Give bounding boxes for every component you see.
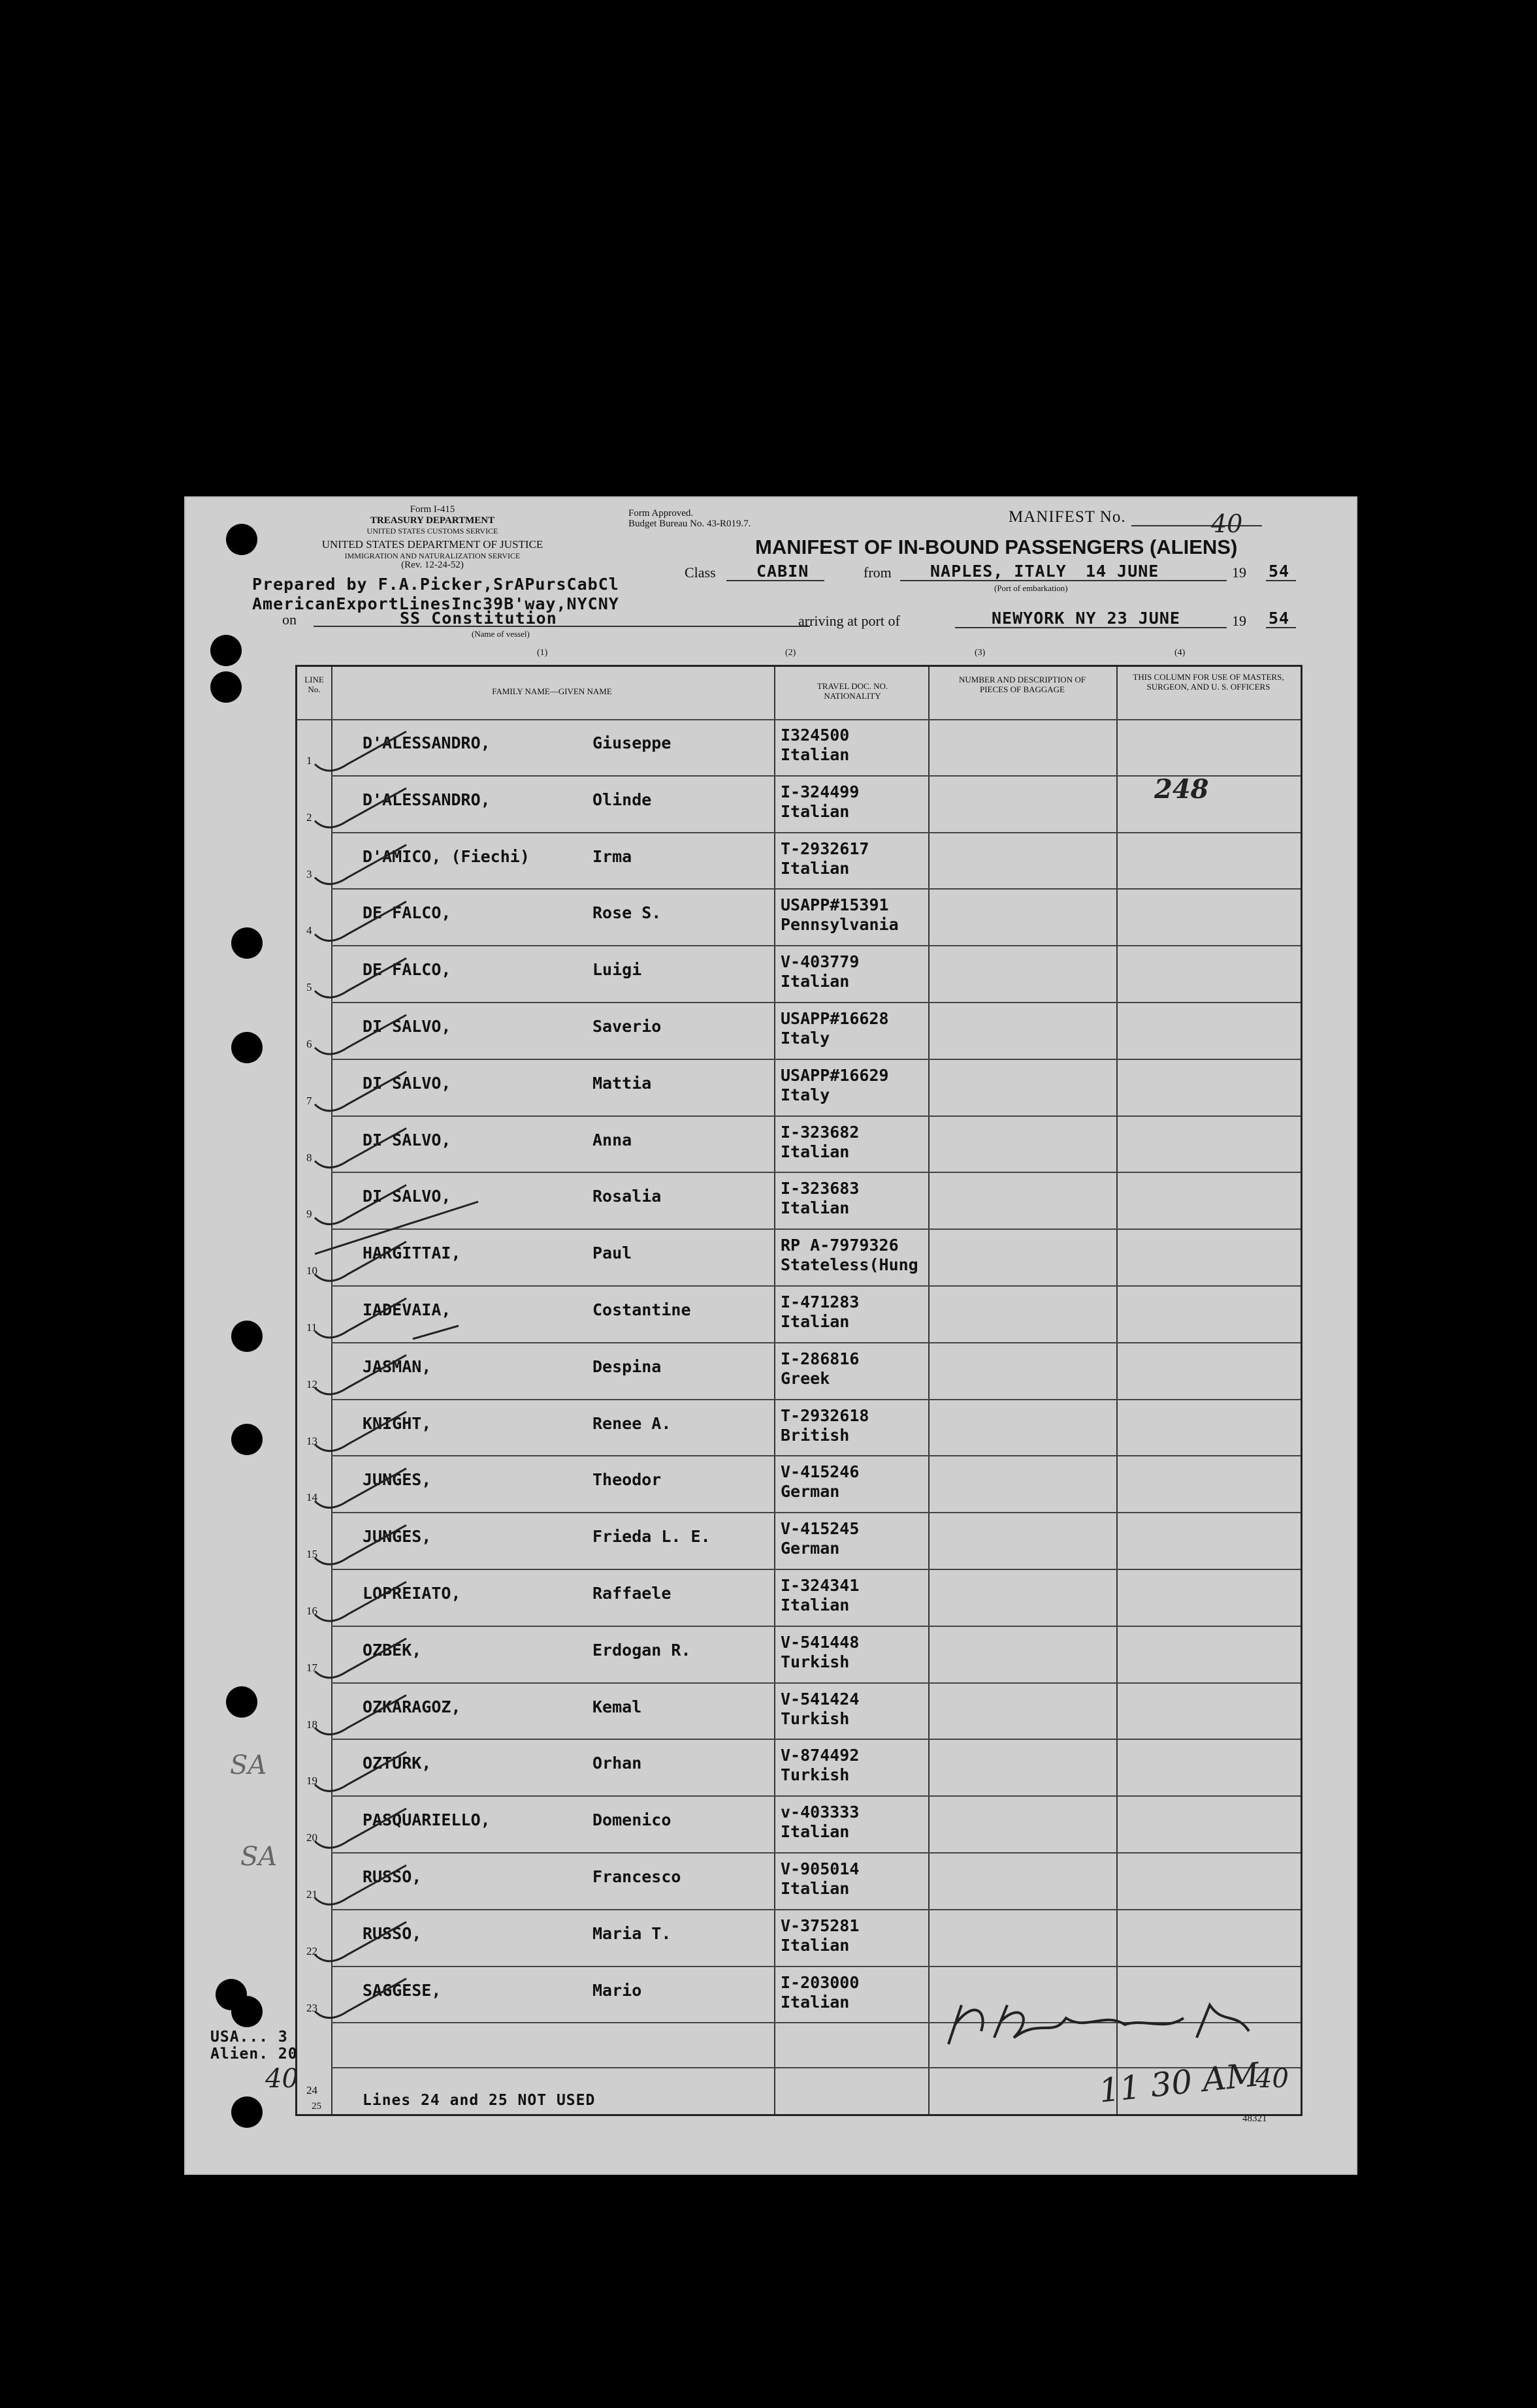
nationality: Italian xyxy=(781,1142,850,1161)
row-number: 21 xyxy=(306,1888,317,1901)
travel-doc-number: v-403333 xyxy=(781,1803,860,1822)
nationality: German xyxy=(781,1482,840,1501)
nationality: British xyxy=(781,1425,850,1445)
manifest-no-label: MANIFEST No. xyxy=(1009,508,1126,526)
col-4-number: (4) xyxy=(1174,648,1186,658)
travel-doc-number: T-2932617 xyxy=(781,839,869,858)
on-label: on xyxy=(282,611,297,628)
check-mark xyxy=(315,1752,406,1791)
form-number: Form I-415 xyxy=(410,504,455,515)
nationality: Italian xyxy=(781,745,850,764)
row-number: 12 xyxy=(306,1377,317,1390)
given-name: Orhan xyxy=(592,1754,642,1773)
check-mark xyxy=(315,1525,406,1564)
manifest-number: 40 xyxy=(1211,509,1243,538)
nationality: Italy xyxy=(781,1085,830,1104)
travel-doc-number: V-403779 xyxy=(781,952,860,972)
check-mark xyxy=(315,1015,406,1054)
year-prefix-2: 19 xyxy=(1232,613,1246,629)
col-3-number: (3) xyxy=(975,648,986,658)
year-prefix-1: 19 xyxy=(1232,564,1246,581)
binder-hole xyxy=(231,1321,263,1352)
total-count-right: 40 xyxy=(1255,2064,1289,2094)
binder-hole xyxy=(210,671,242,703)
row-number: 1 xyxy=(306,754,312,767)
arriving-label: arriving at port of xyxy=(798,613,900,629)
name-header: FAMILY NAME—GIVEN NAME xyxy=(492,686,612,696)
travel-doc-number: V-415246 xyxy=(781,1462,860,1482)
travel-doc-number: I-471283 xyxy=(781,1292,860,1311)
nationality: Greek xyxy=(781,1368,830,1388)
nationality: Pennsylvania xyxy=(781,915,899,935)
given-name: Mario xyxy=(592,1980,642,2000)
travel-doc-number: RP A-7979326 xyxy=(781,1236,899,1255)
given-name: Maria T. xyxy=(592,1923,671,1943)
from-label: from xyxy=(864,564,892,581)
row-number: 7 xyxy=(306,1094,312,1107)
family-name: PASQUARIELLO, xyxy=(363,1810,491,1830)
family-name: OZBEK, xyxy=(363,1640,422,1660)
check-mark xyxy=(315,1695,406,1735)
row-number: 4 xyxy=(306,924,312,937)
col-1-number: (1) xyxy=(537,648,548,658)
revision-label: (Rev. 12-24-52) xyxy=(401,560,464,570)
check-mark xyxy=(315,1129,406,1168)
check-mark xyxy=(315,1412,406,1451)
given-name: Renee A. xyxy=(592,1413,671,1433)
treasury-dept: TREASURY DEPARTMENT xyxy=(370,515,495,526)
travel-doc-number: V-905014 xyxy=(781,1859,860,1878)
row-number: 17 xyxy=(306,1661,317,1674)
usa-count: USA... 3 xyxy=(210,2029,288,2046)
row-number: 23 xyxy=(306,2001,317,2014)
row-number: 18 xyxy=(306,1718,317,1731)
family-name: KNIGHT, xyxy=(363,1413,432,1433)
given-name: Mattia xyxy=(592,1073,652,1093)
line-company: AmericanExportLinesInc39B'way,NYCNY xyxy=(252,594,619,613)
col-2-number: (2) xyxy=(785,648,796,658)
given-name: Raffaele xyxy=(592,1584,671,1603)
row-24-number: 24 xyxy=(306,2084,317,2096)
row-number: 2 xyxy=(306,811,312,824)
check-mark xyxy=(315,1468,406,1507)
family-name: OZKARAGOZ, xyxy=(363,1697,461,1716)
manifest-title: MANIFEST OF IN-BOUND PASSENGERS (ALIENS) xyxy=(755,536,1238,558)
travel-doc-number: I324500 xyxy=(781,726,850,745)
lines-not-used: Lines 24 and 25 NOT USED xyxy=(363,2092,596,2109)
row-number: 8 xyxy=(306,1151,312,1164)
row-number: 9 xyxy=(306,1208,312,1221)
binder-hole xyxy=(210,635,242,666)
travel-doc-number: I-324499 xyxy=(781,782,860,801)
family-name: DE FALCO, xyxy=(363,903,451,923)
nationality: German xyxy=(781,1539,840,1558)
check-mark xyxy=(315,1639,406,1678)
nationality: Italian xyxy=(781,801,850,821)
officer-signature xyxy=(935,1992,1275,2064)
port-label: (Port of embarkation) xyxy=(994,583,1068,593)
nationality: Italian xyxy=(781,1879,850,1898)
row-number: 19 xyxy=(306,1774,317,1788)
family-name: D'ALESSANDRO, xyxy=(363,790,491,809)
form-code: 48321 xyxy=(1242,2113,1267,2124)
check-mark xyxy=(315,1185,406,1224)
arrival-time: 11 30 AM xyxy=(1097,2055,1261,2110)
line-no-header: LINE No. xyxy=(304,675,324,694)
row-number: 13 xyxy=(306,1434,317,1447)
binder-hole xyxy=(226,524,257,555)
family-name: RUSSO, xyxy=(363,1867,422,1886)
given-name: Despina xyxy=(592,1357,662,1376)
family-name: LOPREIATO, xyxy=(363,1584,461,1603)
given-name: Erdogan R. xyxy=(592,1640,691,1660)
nationality: Turkish xyxy=(781,1652,850,1671)
row-number: 14 xyxy=(306,1491,317,1504)
travel-doc-number: I-286816 xyxy=(781,1349,860,1368)
check-mark xyxy=(315,845,406,884)
given-name: Luigi xyxy=(592,960,642,980)
nationality: Italian xyxy=(781,1596,850,1614)
row-25-number: 25 xyxy=(312,2101,321,2111)
check-mark xyxy=(315,1922,406,1961)
binder-hole xyxy=(226,1686,257,1718)
family-name: DI SALVO, xyxy=(363,1073,451,1093)
row-number: 22 xyxy=(306,1944,317,1957)
row-number: 11 xyxy=(306,1321,317,1334)
travel-doc-number: I-323683 xyxy=(781,1179,860,1198)
travel-doc-number: V-541424 xyxy=(781,1689,860,1709)
year-2: 54 xyxy=(1269,609,1290,628)
binder-hole xyxy=(231,1996,263,2027)
family-name: DI SALVO, xyxy=(363,1130,451,1149)
binder-hole xyxy=(231,927,263,959)
from-date: 14 JUNE xyxy=(1086,562,1159,581)
check-mark xyxy=(315,901,406,940)
family-name: DI SALVO, xyxy=(363,1187,451,1206)
inspection-marks xyxy=(308,718,674,2025)
family-name: D'AMICO, (Fiechi) xyxy=(363,846,530,866)
nationality: Italian xyxy=(781,1935,850,1955)
family-name: JUNGES, xyxy=(363,1527,432,1547)
check-mark xyxy=(315,1242,406,1281)
family-name: JUNGES, xyxy=(363,1470,432,1490)
travel-doc-number: V-415245 xyxy=(781,1519,860,1539)
binder-hole xyxy=(231,2096,263,2128)
given-name: Giuseppe xyxy=(592,733,671,752)
travel-doc-number: USAPP#16629 xyxy=(781,1065,889,1085)
given-name: Francesco xyxy=(592,1867,681,1886)
baggage-header: NUMBER AND DESCRIPTION OF PIECES OF BAGGAGE xyxy=(959,675,1086,694)
family-name: OZTURK, xyxy=(363,1754,432,1773)
travel-doc-number: I-323682 xyxy=(781,1122,860,1142)
total-count: 40 xyxy=(265,2064,299,2094)
arriving-port: NEWYORK NY 23 JUNE xyxy=(992,609,1180,628)
check-mark xyxy=(315,1808,406,1848)
travel-doc-number: USAPP#15391 xyxy=(781,895,889,915)
check-mark xyxy=(315,731,406,771)
given-name: Kemal xyxy=(592,1697,642,1716)
row-number: 5 xyxy=(306,981,312,994)
class-value: CABIN xyxy=(756,562,809,581)
check-mark xyxy=(315,1072,406,1111)
given-name: Domenico xyxy=(592,1810,671,1830)
row-number: 15 xyxy=(306,1548,317,1561)
check-mark xyxy=(315,1865,406,1904)
given-name: Costantine xyxy=(592,1300,691,1319)
binder-hole xyxy=(231,1032,263,1063)
given-name: Saverio xyxy=(592,1017,662,1036)
given-name: Frieda L. E. xyxy=(592,1527,711,1547)
family-name: DI SALVO, xyxy=(363,1017,451,1036)
check-mark xyxy=(315,958,406,997)
nationality: Italy xyxy=(781,1029,830,1048)
travel-doc-number: USAPP#16628 xyxy=(781,1009,889,1028)
family-name: RUSSO, xyxy=(363,1923,422,1943)
vessel-label: (Name of vessel) xyxy=(472,629,530,639)
row-number: 16 xyxy=(306,1605,317,1617)
row-number: 3 xyxy=(306,867,312,880)
nationality: Italian xyxy=(781,972,850,991)
from-port: NAPLES, ITALY xyxy=(930,562,1067,581)
ins-label: IMMIGRATION AND NATURALIZATION SERVICE xyxy=(344,551,521,560)
row-number: 20 xyxy=(306,1831,317,1844)
check-mark xyxy=(315,1582,406,1621)
budget-bureau: Budget Bureau No. 43-R019.7. xyxy=(628,519,751,529)
nationality: Italian xyxy=(781,1198,850,1218)
given-name: Rosalia xyxy=(592,1187,662,1206)
travel-doc-number: V-874492 xyxy=(781,1746,860,1765)
row-number: 10 xyxy=(306,1264,317,1277)
family-name: SAGGESE, xyxy=(363,1980,442,2000)
check-mark xyxy=(315,1355,406,1394)
nationality: Turkish xyxy=(781,1765,850,1785)
travel-doc-number: I-203000 xyxy=(781,1972,860,1992)
vessel-name: SS Constitution xyxy=(400,609,557,628)
nationality: Italian xyxy=(781,858,850,878)
justice-dept: UNITED STATES DEPARTMENT OF JUSTICE xyxy=(321,538,543,551)
row-number: 6 xyxy=(306,1038,312,1050)
travel-doc-number: V-375281 xyxy=(781,1916,860,1935)
margin-note-sa-2: SA xyxy=(240,1842,278,1872)
customs-service: UNITED STATES CUSTOMS SERVICE xyxy=(366,526,498,536)
year-1: 54 xyxy=(1269,562,1290,581)
given-name: Paul xyxy=(592,1244,632,1263)
officers-header: THIS COLUMN FOR USE OF MASTERS, SURGEON, AND U. S. OFFICERS xyxy=(1133,672,1284,692)
margin-note-sa-1: SA xyxy=(230,1750,267,1780)
alien-count: Alien. 20 xyxy=(210,2046,298,2063)
officer-count: 248 xyxy=(1154,774,1209,805)
family-name: DE FALCO, xyxy=(363,960,451,980)
manifest-sheet xyxy=(184,496,1357,2175)
given-name: Irma xyxy=(592,846,632,866)
nationality: Turkish xyxy=(781,1709,850,1728)
given-name: Anna xyxy=(592,1130,632,1149)
given-name: Rose S. xyxy=(592,903,662,923)
form-approved: Form Approved. xyxy=(628,508,694,519)
class-label: Class xyxy=(685,564,716,581)
nationality: Italian xyxy=(781,1822,850,1842)
travel-doc-number: I-324341 xyxy=(781,1576,860,1595)
family-name: IADEVAIA, xyxy=(363,1300,451,1319)
given-name: Theodor xyxy=(592,1470,662,1490)
travel-doc-number: T-2932618 xyxy=(781,1405,869,1425)
travel-doc-number: V-541448 xyxy=(781,1632,860,1652)
prepared-by: Prepared by F.A.Picker,SrAPursCabCl xyxy=(252,575,619,594)
check-mark xyxy=(315,1979,406,2018)
family-name: D'ALESSANDRO, xyxy=(363,733,491,752)
binder-hole xyxy=(231,1424,263,1455)
check-mark xyxy=(315,1298,406,1338)
family-name: HARGITTAI, xyxy=(363,1244,461,1263)
doc-header: TRAVEL DOC. NO. NATIONALITY xyxy=(817,681,888,701)
given-name: Olinde xyxy=(592,790,652,809)
nationality: Italian xyxy=(781,1992,850,2012)
nationality: Stateless(Hung xyxy=(781,1255,918,1275)
check-mark xyxy=(315,788,406,827)
family-name: JASMAN, xyxy=(363,1357,432,1376)
nationality: Italian xyxy=(781,1312,850,1331)
